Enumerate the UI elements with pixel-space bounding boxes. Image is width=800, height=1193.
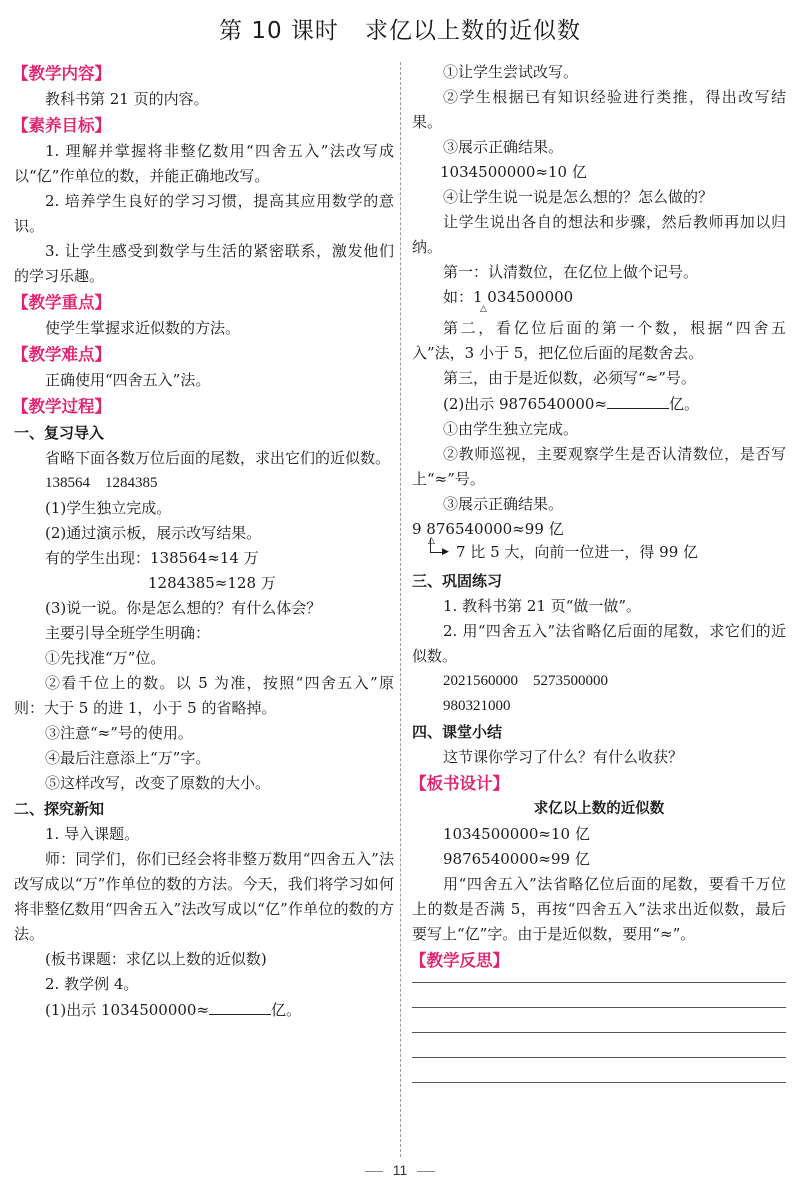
section-explore: 二、探究新知 xyxy=(14,800,105,818)
explore-question-1 xyxy=(14,997,394,1023)
ex-q2-step-1: ①由学生独立完成。 xyxy=(443,420,579,438)
review-step-1: (1)学生独立完成。 xyxy=(45,499,172,517)
review-point-4: ④最后注意添上“万”字。 xyxy=(45,749,211,767)
explore-teacher-talk: 师：同学们，你们已经会将非整万数用“四舍五入”法改写成以“万”作单位的数的方法。今天，我们将学习如何将非整亿数用“四舍五入”法改写成以“亿”作单位的数的方法。 xyxy=(14,850,394,943)
review-answer-1: 有的学生出现：138564≈14 万 xyxy=(45,549,259,567)
review-point-5: ⑤这样改写，改变了原数的大小。 xyxy=(45,774,271,792)
ex-third: 第三，由于是近似数，必须写“≈”号。 xyxy=(443,369,696,387)
key-text: 使学生掌握求近似数的方法。 xyxy=(45,319,241,337)
review-answer-2: 1284385≈128 万 xyxy=(148,574,276,592)
writing-line xyxy=(412,1032,786,1033)
writing-line xyxy=(412,982,786,983)
ex-result-1: 1034500000≈10 亿 xyxy=(440,163,587,181)
ex-q2-step-3: ③展示正确结果。 xyxy=(443,495,564,513)
content-text: 教科书第 21 页的内容。 xyxy=(45,90,209,108)
board-line-1: 1034500000≈10 亿 xyxy=(443,825,590,843)
answer-blank-2 xyxy=(607,391,669,409)
heading-goals: 【素养目标】 xyxy=(12,116,111,135)
heading-content: 【教学内容】 xyxy=(12,64,111,83)
board-line-2: 9876540000≈99 亿 xyxy=(443,850,590,868)
arrow-right-icon: ▶ xyxy=(442,547,449,557)
heading-key: 【教学重点】 xyxy=(12,293,111,312)
ex-step-3: ③展示正确结果。 xyxy=(443,138,564,156)
goal-3: 3. 让学生感受到数学与生活的紧密联系，激发他们的学习乐趣。 xyxy=(14,242,394,285)
page-number-value: 11 xyxy=(392,1162,408,1178)
triangle-mark-icon: △ xyxy=(480,304,487,314)
explore-step-2: 2. 教学例 4。 xyxy=(45,975,139,993)
right-column xyxy=(412,60,786,1153)
difficulty-text: 正确使用“四舍五入”法。 xyxy=(45,371,211,389)
review-question: 省略下面各数万位后面的尾数，求出它们的近似数。 xyxy=(45,449,391,467)
question-1-unit: 亿。 xyxy=(271,1001,302,1019)
heading-difficulty: 【教学难点】 xyxy=(12,345,111,364)
result-note-text: 7 比 5 大，向前一位进一，得 99 亿 xyxy=(456,543,699,561)
ex-step-1: ①让学生尝试改写。 xyxy=(443,63,579,81)
review-point-1: ①先找准“万”位。 xyxy=(45,649,166,667)
lesson-number: 第 10 课时 xyxy=(219,18,339,44)
section-summary: 四、课堂小结 xyxy=(412,723,503,741)
triangle-mark-icon: △ xyxy=(428,536,435,546)
explore-step-1: 1. 导入课题。 xyxy=(45,825,140,843)
review-point-3: ③注意“≈”号的使用。 xyxy=(45,724,193,742)
ex-result-note xyxy=(412,542,786,568)
section-practice: 三、巩固练习 xyxy=(412,572,503,590)
ex-example: 如：1 034500000 xyxy=(443,288,574,306)
heading-reflection: 【教学反思】 xyxy=(410,951,509,970)
practice-numbers-1: 2021560000 5273500000 xyxy=(443,673,609,689)
heading-board: 【板书设计】 xyxy=(410,774,509,793)
column-divider xyxy=(400,62,401,1157)
ex-second: 第二，看亿位后面的第一个数，根据“四舍五入”法，3 小于 5，把亿位后面的尾数舍去。 xyxy=(412,319,786,362)
summary-text: 这节课你学习了什么？有什么收获？ xyxy=(443,748,684,766)
ex-step-4: ④让学生说一说是怎么想的？怎么做的？ xyxy=(443,188,714,206)
practice-1: 1. 教科书第 21 页“做一做”。 xyxy=(443,597,642,615)
page-number-dash-right xyxy=(417,1171,435,1172)
practice-numbers-2: 980321000 xyxy=(443,698,511,714)
review-step-2: (2)通过演示板，展示改写结果。 xyxy=(45,524,262,542)
answer-blank-1 xyxy=(209,997,271,1015)
practice-2: 2. 用“四舍五入”法省略亿后面的尾数，求它们的近似数。 xyxy=(412,622,786,665)
goal-1: 1. 理解并掌握将非整亿数用“四舍五入”法改写成以“亿”作单位的数，并能正确地改写。 xyxy=(14,142,394,185)
ex-example-mark xyxy=(412,304,786,322)
board-rule: 用“四舍五入”法省略亿位后面的尾数，要看千万位上的数是否满 5，再按“四舍五入”法求出近似数，最后要写上“亿”字。由于是近似数，要用“≈”。 xyxy=(412,875,786,943)
ex-q2-step-2: ②教师巡视，主要观察学生是否认清数位，是否写上“≈”号。 xyxy=(412,445,786,488)
section-review: 一、复习导入 xyxy=(14,424,105,442)
heading-process: 【教学过程】 xyxy=(12,397,111,416)
question-2-text: (2)出示 9876540000≈ xyxy=(443,395,608,413)
page-number-dash-left xyxy=(365,1171,383,1172)
goal-2: 2. 培养学生良好的学习习惯，提高其应用数学的意识。 xyxy=(14,192,394,235)
review-numbers: 138564 1284385 xyxy=(45,475,158,491)
question-2-unit: 亿。 xyxy=(669,395,700,413)
explore-board-title-note: (板书课题：求亿以上数的近似数) xyxy=(45,950,267,968)
writing-line xyxy=(412,1057,786,1058)
page-title xyxy=(0,12,800,45)
ex-first: 第一：认清数位，在亿位上做个记号。 xyxy=(443,263,699,281)
left-column xyxy=(14,60,394,1153)
ex-result-2: 9 876540000≈99 亿 xyxy=(412,520,564,538)
ex-summary: 让学生说出各自的想法和步骤，然后教师再加以归纳。 xyxy=(412,213,786,256)
ex-step-2: ②学生根据已有知识经验进行类推，得出改写结果。 xyxy=(412,88,786,131)
lesson-topic: 求亿以上数的近似数 xyxy=(364,18,581,44)
reflection-lines xyxy=(412,982,786,1083)
question-1-text: (1)出示 1034500000≈ xyxy=(45,1001,210,1019)
ex-question-2 xyxy=(412,391,786,417)
writing-line xyxy=(412,1007,786,1008)
writing-line xyxy=(412,1082,786,1083)
review-point-2: ②看千位上的数。以 5 为准，按照“四舍五入”原则：大于 5 的进 1，小于 5 的省略掉。 xyxy=(14,674,394,717)
review-step-3: (3)说一说。你是怎么想的？有什么体会？ xyxy=(45,599,322,617)
page-number xyxy=(0,1162,800,1178)
review-guide: 主要引导全班学生明确： xyxy=(45,624,211,642)
board-title: 求亿以上数的近似数 xyxy=(533,801,665,817)
